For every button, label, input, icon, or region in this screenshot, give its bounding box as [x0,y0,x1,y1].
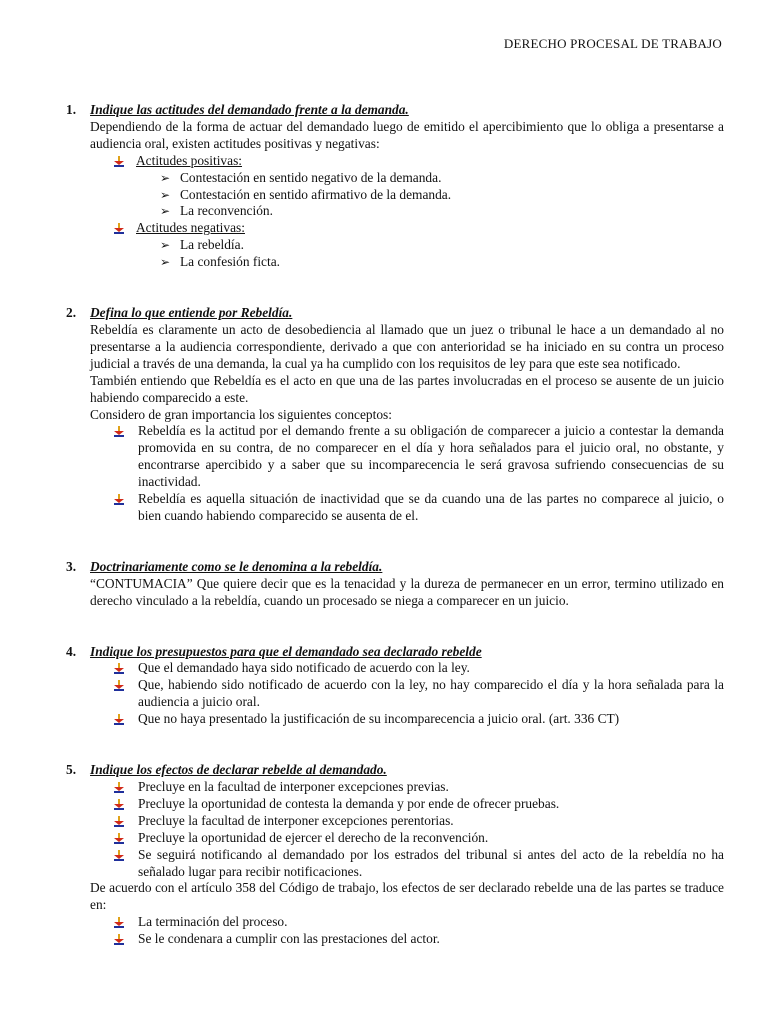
paragraph: Rebeldía es claramente un acto de desobediencia al llamado que un juez o tribunal le hace a un demandado al no presentarse a la audiencia correspondiente, derivado a que con anterioridad se ha iniciado en su contra un proceso judicial a través de una demanda, la cual ya ha cumplido con los requisitos de ley para que este sea notificado. [90,321,724,371]
section-title: Defina lo que entiende por Rebeldía. [90,305,293,321]
arrow-down-bullet-icon [114,426,124,437]
arrow-down-bullet-icon [114,663,124,674]
arrow-down-bullet-icon [114,799,124,810]
arrow-down-bullet-icon [114,494,124,505]
list-item: ➢ La confesión ficta. [160,254,281,270]
list-item: Precluye la oportunidad de contesta la demanda y por ende de ofrecer pruebas. [66,796,724,813]
negative-attitudes-list [66,237,724,271]
section-1 [66,102,724,271]
section-heading [66,644,724,661]
section-heading [66,102,724,119]
list-item: ➢ Contestación en sentido negativo de la demanda. [160,169,442,185]
list-item: Que el demandado haya sido notificado de acuerdo con la ley. [66,660,724,677]
section-2 [66,305,724,525]
negative-attitudes-heading: Actitudes negativas: [66,220,724,237]
section-heading [66,305,724,322]
list-item: Se le condenara a cumplir con las prestaciones del actor. [66,931,724,948]
paragraph: Dependiendo de la forma de actuar del demandado luego de emitido el apercibimiento que lo obliga a presentarse a audiencia oral, existen actitudes positivas y negativas: [90,118,724,151]
section-5 [66,762,724,948]
arrow-down-bullet-icon [114,816,124,827]
section-number: 4. [66,643,77,659]
list-item: ➢ La reconvención. [160,203,273,219]
section-4 [66,644,724,729]
list-item: Que no haya presentado la justificación de su incomparecencia a juicio oral. (art. 336 CT) [66,711,724,728]
arrowhead-right-icon: ➢ [160,187,171,202]
list-item: Rebeldía es aquella situación de inactividad que se da cuando una de las partes no comparece al juicio, o bien cuando habiendo comparecido se ausenta de el. [66,491,724,525]
arrowhead-right-icon: ➢ [160,204,171,219]
paragraph: Considero de gran importancia los siguientes conceptos: [90,406,392,422]
section-title: Indique las actitudes del demandado frente a la demanda. [90,102,409,117]
section-title: Doctrinariamente como se le denomina a la rebeldía. [90,558,383,574]
paragraph: De acuerdo con el artículo 358 del Código de trabajo, los efectos de ser declarado rebelde una de las partes se traduce en: [90,880,724,913]
arrowhead-right-icon: ➢ [160,238,171,253]
section-heading [66,762,724,779]
list-item: Precluye la oportunidad de ejercer el derecho de la reconvención. [66,830,724,847]
arrow-down-bullet-icon [114,223,124,234]
paragraph: También entiendo que Rebeldía es el acto en que una de las partes involucradas en el proceso se ausente de un juicio habiendo comparecido a este. [90,372,724,405]
list-item: ➢ Contestación en sentido afirmativo de la demanda. [160,186,452,202]
arrow-down-bullet-icon [114,850,124,861]
list-item: Que, habiendo sido notificado de acuerdo con la ley, no hay comparecido el día y la hora señalada para la audiencia a juicio oral. [66,677,724,711]
section-heading [66,559,724,576]
arrowhead-right-icon: ➢ [160,255,171,270]
document-body [66,102,724,948]
section-title: Indique los efectos de declarar rebelde al demandado. [90,762,387,778]
arrow-down-bullet-icon [114,714,124,725]
arrow-down-bullet-icon [114,917,124,928]
positive-attitudes-list [66,170,724,221]
arrow-down-bullet-icon [114,680,124,691]
arrow-down-bullet-icon [114,833,124,844]
section-number: 2. [66,305,77,321]
arrow-down-bullet-icon [114,156,124,167]
section-3 [66,559,724,610]
section-number: 3. [66,558,77,574]
arrowhead-right-icon: ➢ [160,170,171,185]
positive-attitudes-heading: Actitudes positivas: [66,153,724,170]
arrow-down-bullet-icon [114,934,124,945]
section-number: 5. [66,762,77,778]
section-title: Indique los presupuestos para que el demandado sea declarado rebelde [90,643,482,659]
list-item: Rebeldía es la actitud por el demando frente a su obligación de comparecer a juicio a contestar la demanda promovida en su contra, de no comparecer en el día y hora señalados para el juicio oral, no obstante, y encontrarse apercibido y a saber que su incomparecencia le será gravosa sufriendo consecuencias de su inactividad. [66,423,724,491]
section-number: 1. [66,102,77,117]
list-item: Precluye en la facultad de interponer excepciones previas. [66,779,724,796]
header-title: DERECHO PROCESAL DE TRABAJO [503,36,722,51]
list-item: Se seguirá notificando al demandado por los estrados del tribunal si antes del acto de la rebeldía no ha señalado lugar para recibir notificaciones. [66,847,724,881]
list-item: Precluye la facultad de interponer excepciones perentorias. [66,813,724,830]
arrow-down-bullet-icon [114,782,124,793]
list-item: ➢ La rebeldía. [160,237,244,253]
paragraph: “CONTUMACIA” Que quiere decir que es la tenacidad y la dureza de permanecer en un error, termino utilizado en derecho vinculado a la rebeldía, cuando un procesado se niega a comparecer en un juicio. [90,575,724,608]
list-item: La terminación del proceso. [66,914,724,931]
